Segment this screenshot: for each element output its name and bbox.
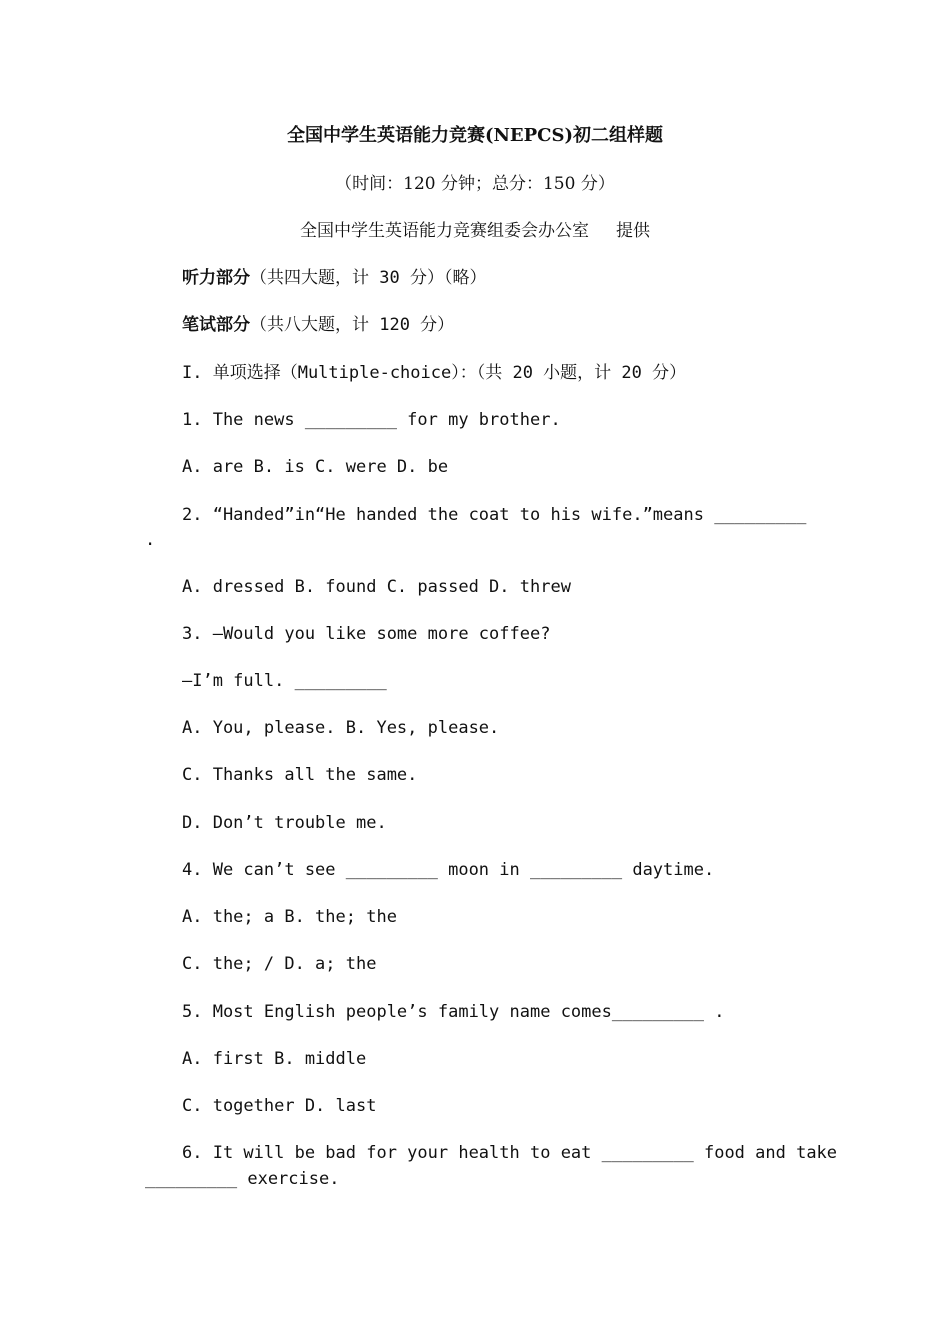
- question-2-options: A. dressed B. found C. passed D. threw: [182, 577, 571, 597]
- question-6: 6. It will be bad for your health to eat _________ food and take: [182, 1143, 838, 1163]
- question-4-options-cd: C. the; / D. a; the: [182, 954, 377, 974]
- question-1: 1. The news _________ for my brother.: [182, 410, 561, 430]
- question-1-options: A. are B. is C. were D. be: [182, 457, 449, 477]
- question-3-option-d: D. Don’t trouble me.: [182, 813, 387, 833]
- document-title: 全国中学生英语能力竞赛(NEPCS)初二组样题: [286, 125, 664, 146]
- listening-label: 听力部分: [182, 268, 250, 288]
- time-info: （时间：120 分钟；总分：150 分）: [335, 174, 615, 194]
- written-section: [182, 315, 454, 335]
- question-3-reply: —I’m full. _________: [182, 671, 387, 691]
- question-3-options-ab: A. You, please. B. Yes, please.: [182, 718, 500, 738]
- listening-section: [182, 268, 486, 288]
- listening-text: （共四大题，计 30 分）（略）: [250, 268, 487, 288]
- question-6-continuation: _________ exercise.: [145, 1169, 340, 1189]
- question-2-continuation: .: [145, 530, 156, 550]
- part1-heading: I. 单项选择（Multiple-choice）：（共 20 小题，计 20 分）: [182, 363, 687, 383]
- question-4-options-ab: A. the; a B. the; the: [182, 907, 397, 927]
- provider-line: 全国中学生英语能力竞赛组委会办公室 提供: [299, 221, 651, 241]
- question-5: 5. Most English people’s family name comes_________ .: [182, 1002, 725, 1022]
- question-4: 4. We can’t see _________ moon in _________ daytime.: [182, 860, 715, 880]
- question-3: 3. —Would you like some more coffee?: [182, 624, 551, 644]
- written-text: （共八大题，计 120 分）: [250, 315, 455, 335]
- written-label: 笔试部分: [182, 315, 250, 335]
- question-5-options-cd: C. together D. last: [182, 1096, 377, 1116]
- question-3-option-c: C. Thanks all the same.: [182, 765, 418, 785]
- question-5-options-ab: A. first B. middle: [182, 1049, 367, 1069]
- question-2: 2. “Handed”in“He handed the coat to his wife.”means _________: [182, 505, 807, 525]
